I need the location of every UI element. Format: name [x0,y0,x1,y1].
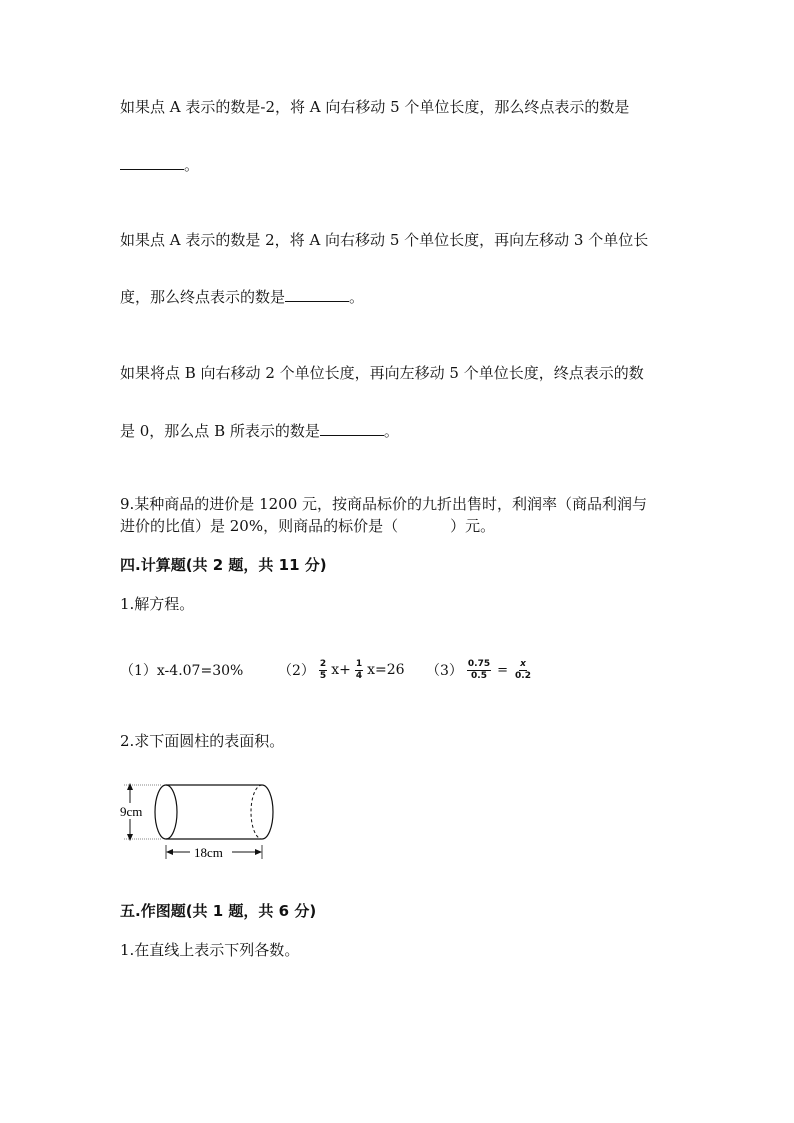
p3-end: 。 [383,422,399,440]
length-label: 18cm [194,845,223,860]
cylinder-right-hidden-edge [251,785,262,839]
equals-sign: = [497,662,509,678]
equation-3-label: （3） [426,663,463,679]
fraction-one-quarter: $\frac{1}{4}$ [355,658,363,681]
fraction-two-fifths: $\frac{2}{5}$ [319,658,327,681]
height-label: 9cm [120,804,143,819]
q9-line1: 9.某种商品的进价是 1200 元，按商品标价的九折出售时，利润率（商品利润与 [120,495,648,513]
fraction-075-over-05: $\frac{0.75}{0.5}$ [467,658,491,681]
section5-heading: 五.作图题(共 1 题，共 6 分) [120,902,317,920]
length-arrow-left [166,849,173,855]
q9-line2 [120,516,495,536]
equation-2-mid: x+ [331,662,351,678]
fraction-x-over-02: $\frac{x}{0.2}$ [515,658,531,681]
p1-line1: 如果点 A 表示的数是-2，将 A 向右移动 5 个单位长度，那么终点表示的数是 [120,98,630,116]
cylinder-right-front-edge [262,785,273,839]
section4-q1: 1.解方程。 [120,595,195,613]
equation-1-text: （1）x-4.07=30% [120,663,244,679]
equation-2-label: （2） [278,663,315,679]
equation-1 [120,655,243,685]
section4-q2: 2.求下面圆柱的表面积。 [120,732,285,750]
height-arrow-top [127,783,133,790]
p3-line1: 如果将点 B 向右移动 2 个单位长度，再向左移动 5 个单位长度，终点表示的数 [120,364,644,382]
cylinder-figure [118,775,288,865]
equation-2 [278,655,405,685]
equation-2-end: x=26 [367,662,405,678]
height-arrow-bottom [127,834,133,841]
answer-blank[interactable] [120,155,184,170]
p2-line1: 如果点 A 表示的数是 2，将 A 向右移动 5 个单位长度，再向左移动 3 个单位长 [120,231,649,249]
section5-q1: 1.在直线上表示下列各数。 [120,941,300,959]
p1-line2 [120,155,199,175]
answer-blank[interactable] [285,287,349,302]
section4-heading: 四.计算题(共 2 题，共 11 分) [120,556,327,574]
p2-end: 。 [349,288,365,306]
cylinder-left-base [155,785,177,839]
p3-line2-text: 是 0，那么点 B 所表示的数是 [120,422,320,440]
answer-blank[interactable] [320,421,384,436]
q9-line2-end: ）元。 [450,517,496,535]
p2-line2-text: 度，那么终点表示的数是 [120,288,286,306]
p2-line2 [120,287,364,307]
equation-3 [426,655,536,685]
q9-line2-text: 进价的比值）是 20%，则商品的标价是（ [120,517,399,535]
p3-line2 [120,421,399,441]
p1-end: 。 [184,156,200,174]
length-arrow-right [255,849,262,855]
